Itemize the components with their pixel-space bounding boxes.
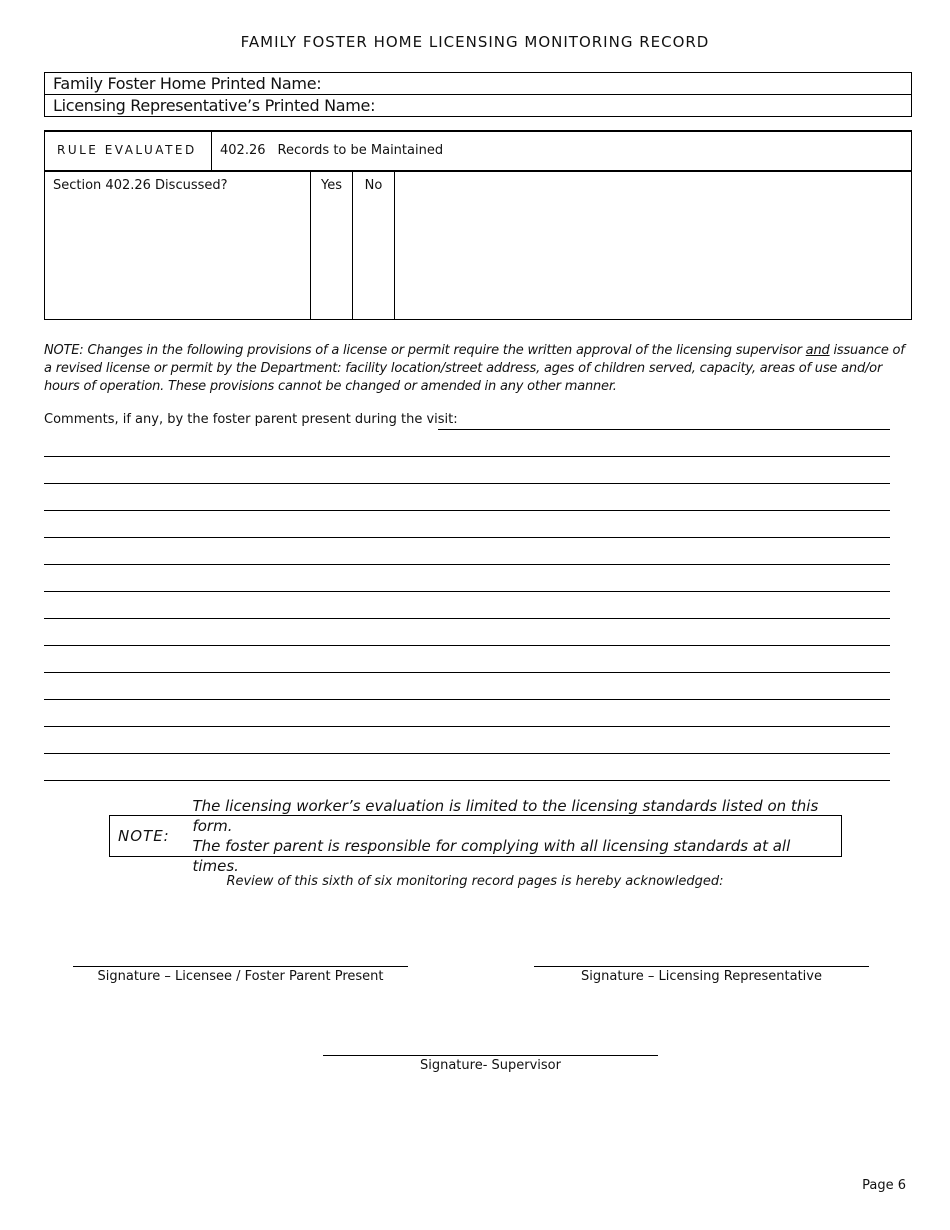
comment-line[interactable] (44, 699, 890, 700)
comment-line[interactable] (44, 618, 890, 619)
acknowledgment-text: Review of this sixth of six monitoring record pages is hereby acknowledged: (226, 874, 724, 889)
comment-line[interactable] (44, 483, 890, 484)
comment-line[interactable] (44, 456, 890, 457)
rule-description (212, 131, 911, 170)
comments-label: Comments, if any, by the foster parent present during the visit: (44, 412, 464, 427)
rep-name-field[interactable]: Licensing Representative’s Printed Name: (45, 94, 911, 116)
home-name-field[interactable]: Family Foster Home Printed Name: (53, 74, 322, 93)
discussion-table (44, 171, 912, 320)
note-line-1: The licensing worker’s evaluation is limited to the licensing standards listed on this form. (192, 797, 819, 835)
note-text-before: Changes in the following provisions of a license or permit require the written approval of the licensing supervisor (87, 343, 806, 358)
note-text (192, 796, 841, 876)
comments-section (44, 412, 890, 427)
note-label: NOTE: (118, 827, 170, 845)
yes-option[interactable]: Yes (311, 172, 353, 319)
page-title: FAMILY FOSTER HOME LICENSING MONITORING RECORD (240, 33, 710, 51)
discussion-question: Section 402.26 Discussed? (45, 172, 311, 319)
representative-signature-line[interactable] (534, 966, 869, 984)
comment-line[interactable] (44, 780, 890, 781)
comment-lines (44, 456, 890, 807)
note-label: NOTE: (44, 343, 84, 358)
no-option[interactable]: No (353, 172, 395, 319)
comment-line[interactable] (44, 564, 890, 565)
discussion-notes-field[interactable] (395, 172, 911, 319)
rule-label: RULE EVALUATED (45, 131, 212, 170)
comment-line[interactable] (44, 591, 890, 592)
page-number: Page 6 (862, 1178, 906, 1193)
comment-line[interactable] (44, 645, 890, 646)
supervisor-signature-label: Signature- Supervisor (419, 1058, 561, 1073)
comment-line[interactable] (438, 429, 890, 430)
provisions-note (44, 342, 910, 396)
comment-line[interactable] (44, 510, 890, 511)
note-line-2: The foster parent is responsible for complying with all licensing standards at all times. (192, 837, 791, 875)
evaluation-note (109, 797, 842, 875)
comment-line[interactable] (44, 672, 890, 673)
representative-signature-label: Signature – Licensing Representative (581, 969, 822, 984)
licensee-signature-line[interactable] (73, 966, 408, 984)
names-box (44, 72, 912, 117)
licensee-signature-label: Signature – Licensee / Foster Parent Present (97, 969, 384, 984)
rule-code: 402.26 (220, 143, 266, 158)
comment-line[interactable] (44, 726, 890, 727)
note-text-after: issuance of a revised license or permit by the Department: facility location/street address, ages of children served, capacity, areas of use and/or hours of operation. These provisions cannot be changed or amended in any other manner. (44, 343, 905, 394)
note-emphasis: and (805, 343, 830, 358)
comment-line[interactable] (44, 537, 890, 538)
rule-evaluated-box (44, 130, 912, 171)
supervisor-signature-line[interactable] (323, 1055, 658, 1073)
rule-title: Records to be Maintained (277, 143, 444, 158)
comment-line[interactable] (44, 753, 890, 754)
